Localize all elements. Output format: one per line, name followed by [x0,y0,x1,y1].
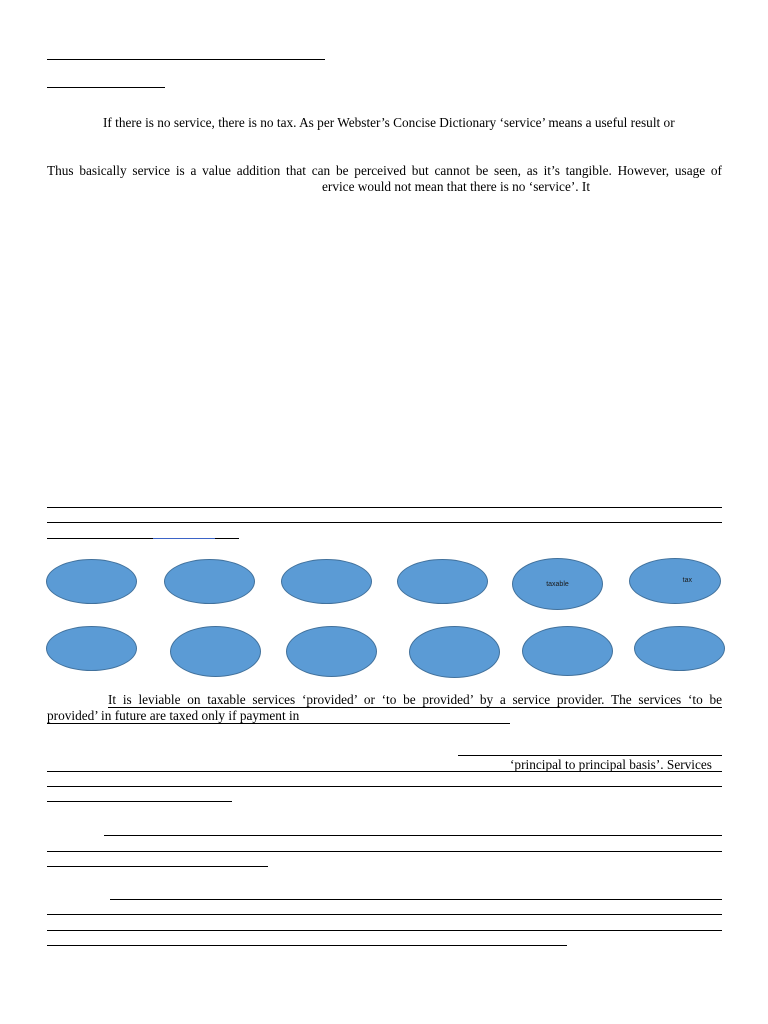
diagram-oval [634,626,725,671]
paragraph-leviable-line1: It is leviable on taxable services ‘provided’ or ‘to be provided’ by a service provider. The services ‘to be [108,692,722,707]
diagram-oval [522,626,613,676]
blank-line [47,945,567,946]
paragraph-leviable-line2: provided’ in future are taxed only if payment in [47,708,510,724]
heading-underline [47,87,165,88]
diagram-oval [397,559,488,604]
diagram-oval [170,626,261,677]
diagram-oval-taxable [512,558,603,610]
blank-line [47,786,722,787]
blank-line [47,930,722,931]
diagram-oval-tax [629,558,721,604]
blank-line [458,755,722,756]
paragraph-value-addition-line2: ervice would not mean that there is no ‘service’. It [322,179,591,194]
paragraph-principal-basis: ‘principal to principal basis’. Services [510,757,712,772]
blank-line [47,851,722,852]
blank-line [110,899,722,900]
diagram-oval [286,626,377,677]
paragraph-service-definition: If there is no service, there is no tax. As per Webster’s Concise Dictionary ‘service’ means a useful result or [103,115,675,130]
blank-line [47,914,722,915]
diagram-oval [281,559,372,604]
blank-line [47,866,268,867]
blank-line [47,771,722,772]
blank-line [215,538,239,539]
paragraph-value-addition-line1: Thus basically service is a value addition that can be perceived but cannot be seen, as it’s tangible. However, usage of [47,163,722,178]
diagram-oval-label: taxable [546,580,569,588]
blank-line [47,538,153,539]
diagram-oval [46,559,137,604]
blank-line [47,507,722,508]
blank-line [104,835,722,836]
hyperlink-underline[interactable] [153,538,215,539]
diagram-oval [409,626,500,678]
diagram-oval-label: tax [682,576,692,584]
title-underline [47,59,325,60]
blank-line [47,522,722,523]
blank-line [47,801,232,802]
diagram-oval [164,559,255,604]
diagram-oval [46,626,137,671]
